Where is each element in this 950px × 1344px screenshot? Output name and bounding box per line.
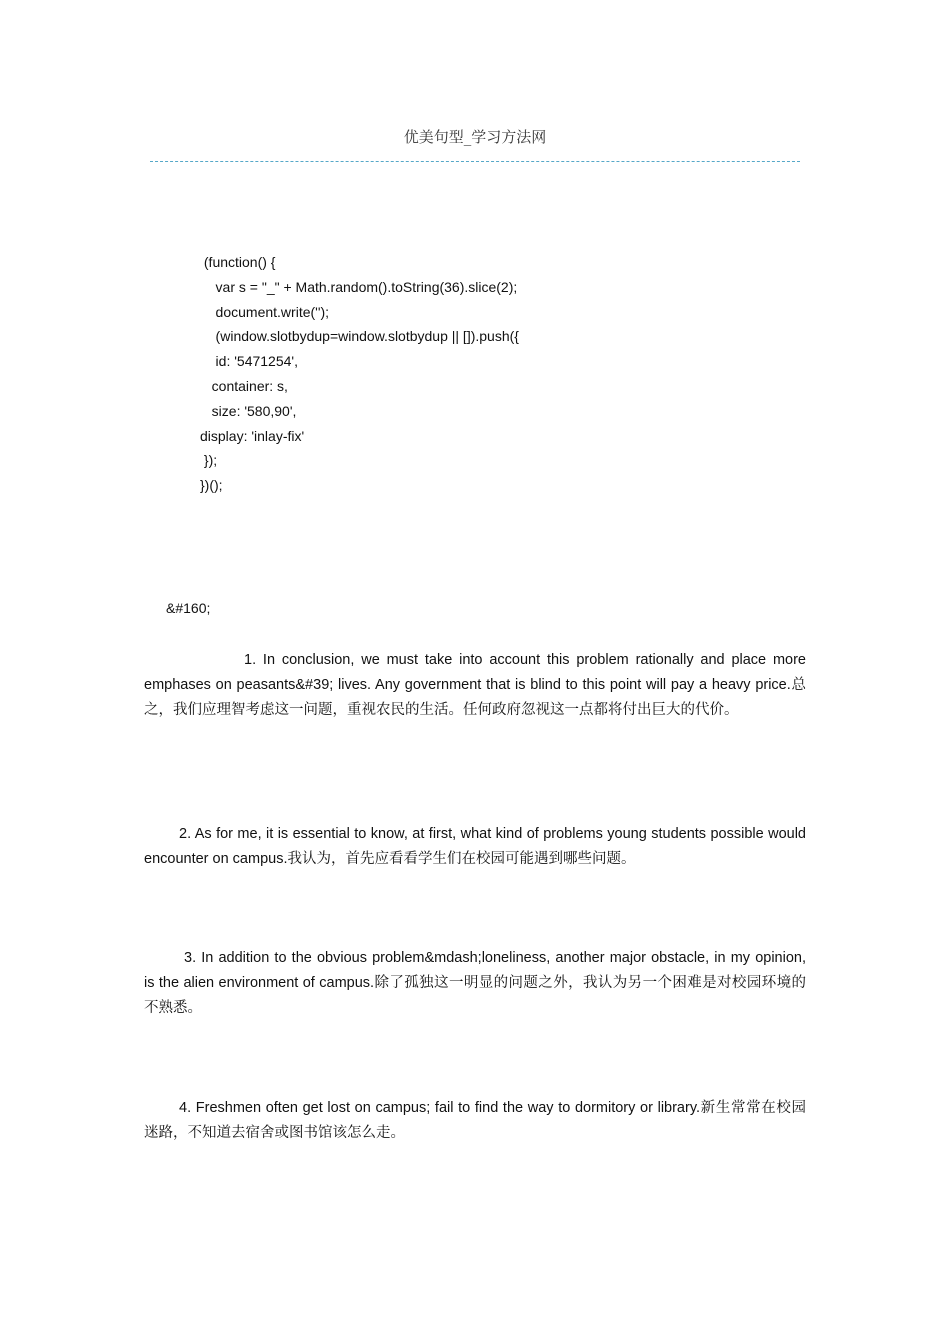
code-line: }); <box>200 452 218 469</box>
entity-text: &#160; <box>166 600 211 616</box>
code-line: document.write(''); <box>200 303 330 320</box>
english-sentence: 3. In addition to the obvious problem&mdash;loneliness, another major obstacle, in my opinion, is the alien environment of campus. <box>144 950 806 991</box>
code-line: var s = "_" + Math.random().toString(36).slice(2); <box>200 278 518 295</box>
page-header-title: 优美句型_学习方法网 <box>403 128 547 146</box>
code-line: })(); <box>200 477 223 494</box>
chinese-translation: 我认为，首先应看看学生们在校园可能遇到哪些问题。 <box>287 851 636 867</box>
code-line: (function() { <box>200 254 276 270</box>
code-line: display: 'inlay-fix' <box>200 427 305 444</box>
english-sentence: 1. In conclusion, we must take into account this problem rationally and place more emphases on peasants&#39; lives. Any government that is blind to this point will pay a heavy price. <box>144 652 806 693</box>
code-snippet <box>200 250 519 498</box>
chinese-translation: 新生常常在校园迷路，不知道去宿舍或图书馆该怎么走。 <box>144 1100 807 1141</box>
code-line: container: s, <box>200 377 288 394</box>
sentence-paragraph-1 <box>144 648 806 723</box>
sentence-paragraph-2 <box>144 822 806 872</box>
chinese-translation: 除了孤独这一明显的问题之外，我认为另一个困难是对校园环境的不熟悉。 <box>144 975 807 1016</box>
english-sentence: 2. As for me, it is essential to know, at first, what kind of problems young students possible would encounter on campus. <box>144 826 806 867</box>
code-line: (window.slotbydup=window.slotbydup || []).push({ <box>200 328 519 345</box>
sentence-paragraph-3 <box>144 946 806 1021</box>
code-line: size: '580,90', <box>200 402 297 419</box>
header-divider <box>150 161 800 162</box>
chinese-translation: 总之，我们应理智考虑这一问题，重视农民的生活。任何政府忽视这一点都将付出巨大的代价。 <box>144 677 807 718</box>
sentence-paragraph-4 <box>144 1096 806 1146</box>
code-line: id: '5471254', <box>200 353 298 370</box>
english-sentence: 4. Freshmen often get lost on campus; fail to find the way to dormitory or library. <box>179 1100 701 1116</box>
